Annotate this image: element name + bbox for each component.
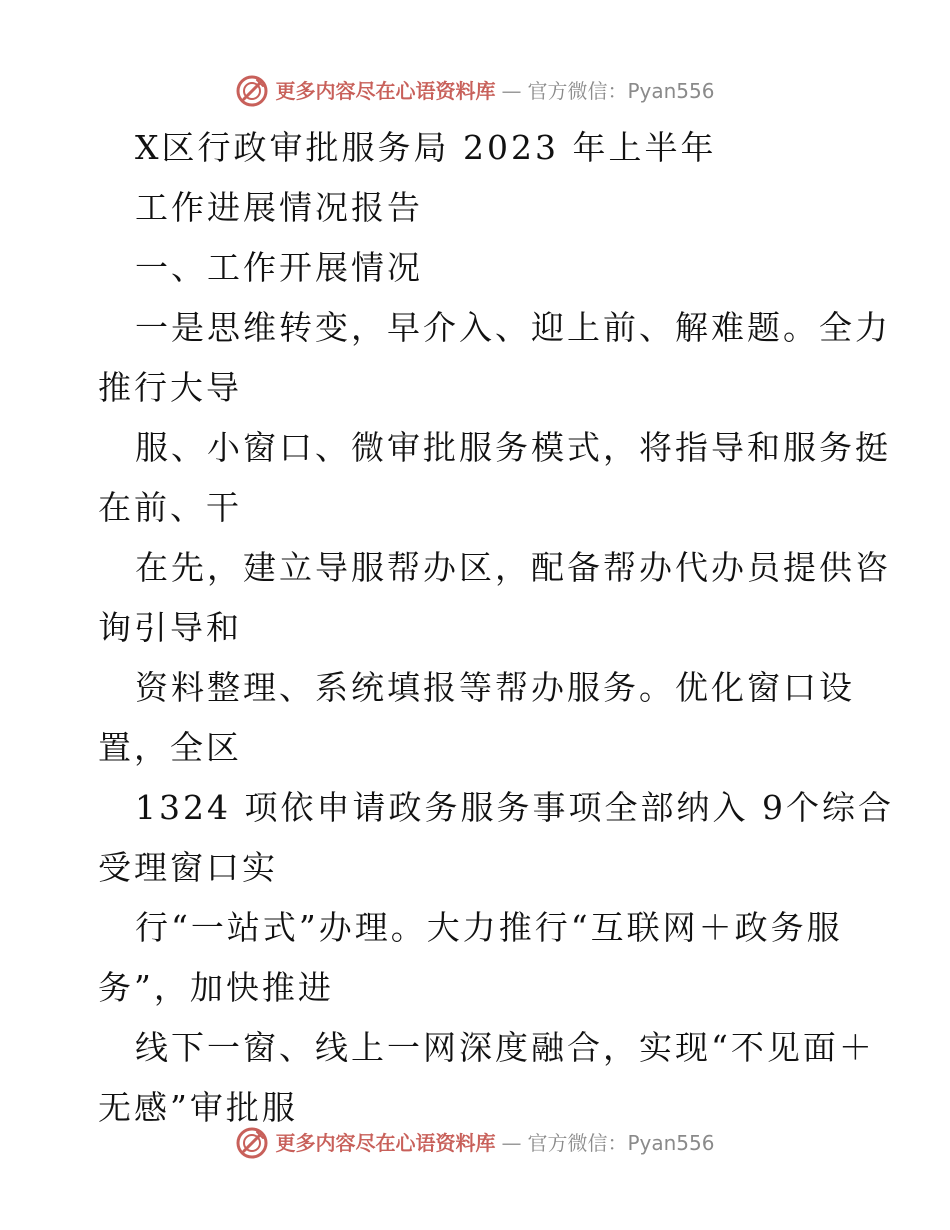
paragraph-line: 推行大导	[98, 368, 242, 407]
document-body	[98, 118, 894, 1138]
watermark-slogan: 更多内容尽在心语资料库	[275, 79, 496, 103]
doc-title-line-1: X区行政审批服务局 2023 年上半年	[135, 128, 717, 167]
watermark-slogan: 更多内容尽在心语资料库	[275, 1131, 496, 1155]
paragraph-line: 在先，建立导服帮办区，配备帮办代办员提供咨	[135, 548, 891, 587]
paragraph-line: 询引导和	[98, 608, 242, 647]
paragraph-line: 行“一站式”办理。大力推行“互联网＋政务服	[135, 908, 843, 947]
watermark-dash: —	[501, 79, 522, 103]
paragraph-line: 1324 项依申请政务服务事项全部纳入 9个综合	[135, 788, 894, 827]
watermark-contact: 官方微信：Pyan556	[527, 1131, 715, 1155]
seal-logo-icon	[235, 1126, 269, 1160]
paragraph-line: 受理窗口实	[98, 848, 278, 887]
footer-watermark	[0, 1126, 950, 1160]
paragraph-line: 务”，加快推进	[98, 968, 334, 1007]
seal-logo-icon	[235, 74, 269, 108]
paragraph-line: 线下一窗、线上一网深度融合，实现“不见面＋	[135, 1028, 875, 1067]
paragraph-line: 一是思维转变，早介入、迎上前、解难题。全力	[135, 308, 891, 347]
header-watermark	[0, 74, 950, 108]
paragraph-line: 服、小窗口、微审批服务模式，将指导和服务挺	[135, 428, 891, 467]
watermark-contact: 官方微信：Pyan556	[527, 79, 715, 103]
paragraph-line: 在前、干	[98, 488, 242, 527]
watermark-dash: —	[501, 1131, 522, 1155]
paragraph-line: 置，全区	[98, 728, 242, 767]
section-heading: 一、工作开展情况	[135, 248, 423, 287]
doc-title-line-2: 工作进展情况报告	[135, 188, 423, 227]
paragraph-line: 资料整理、系统填报等帮办服务。优化窗口设	[135, 668, 855, 707]
paragraph-line: 无感”审批服	[98, 1088, 298, 1127]
